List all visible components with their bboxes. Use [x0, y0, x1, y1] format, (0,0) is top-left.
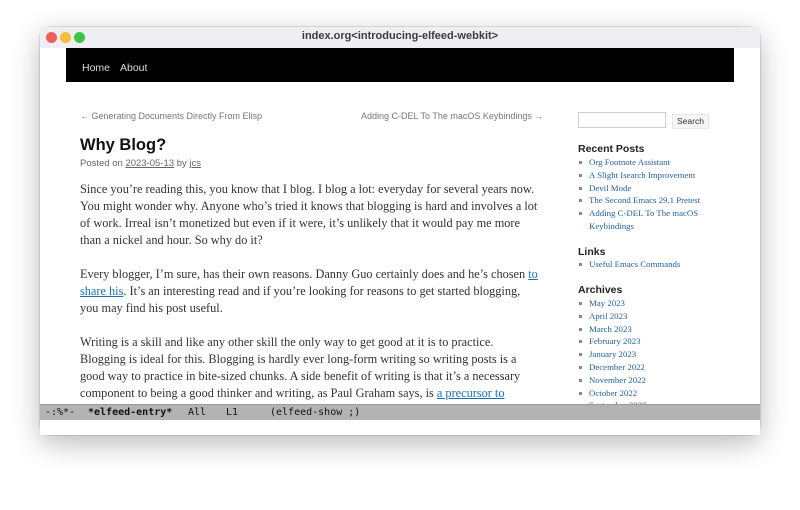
buffer-position: All — [188, 407, 207, 418]
archives-heading: Archives — [578, 284, 623, 296]
archives-list — [578, 297, 719, 412]
paul-graham-link[interactable]: a precursor to — [436, 386, 505, 400]
recent-post-link[interactable]: Devil Mode — [589, 182, 632, 193]
post-paragraph — [80, 334, 540, 402]
major-mode[interactable]: (elfeed-show ;) — [270, 407, 361, 418]
recent-post-link[interactable]: Adding C-DEL To The macOS Keybindings — [589, 208, 699, 231]
nav-home-link[interactable]: Home — [82, 62, 111, 74]
by-label: by — [176, 158, 187, 169]
list-item — [578, 310, 719, 323]
title-bar — [40, 27, 760, 49]
posted-on-label: Posted on — [80, 158, 123, 169]
paragraph-text: . It’s an interesting read and if you’re looking for reasons to get started blogging, you may find his post useful. — [80, 284, 521, 315]
list-item — [578, 156, 719, 169]
emacs-mode-line — [40, 404, 760, 421]
list-item — [578, 387, 719, 400]
nav-about-link[interactable]: About — [120, 62, 148, 74]
post-paragraph: Since you’re reading this, you know that I blog. I blog a lot: everyday for several years now. You might wonder why. Anyone who’s tried it knows that blogging is hard and involves a lot of work. Irreal isn’t monetized but even if it were, it’s unlikely that it would pay me more than a nickel and hour. So why do it? — [80, 182, 538, 247]
list-item — [578, 297, 719, 310]
list-item — [578, 361, 719, 374]
archive-link[interactable]: October 2022 — [589, 387, 638, 398]
buffer-name[interactable]: *elfeed-entry* — [88, 407, 173, 418]
recent-posts-heading: Recent Posts — [578, 143, 645, 155]
archive-link[interactable]: November 2022 — [589, 374, 646, 385]
post-paragraph — [80, 266, 540, 317]
post-meta — [80, 158, 201, 169]
top-navigation — [66, 48, 734, 82]
next-post-link[interactable]: Adding C-DEL To The macOS Keybindings → — [361, 111, 544, 121]
recent-posts-list — [578, 156, 719, 233]
archive-link[interactable]: January 2023 — [589, 349, 637, 360]
author-link[interactable]: jcs — [189, 158, 201, 169]
list-item — [578, 323, 719, 336]
links-heading: Links — [578, 246, 606, 258]
sidebar-link[interactable]: Useful Emacs Commands — [589, 259, 681, 269]
list-item — [578, 374, 719, 387]
line-number: L1 — [226, 407, 239, 418]
search-button[interactable]: Search — [672, 114, 709, 129]
list-item — [578, 207, 701, 233]
window-title: index.org<introducing-elfeed-webkit> — [301, 30, 499, 42]
recent-post-link[interactable]: Org Footnote Assistant — [589, 157, 670, 167]
paragraph-text: Every blogger, I’m sure, has their own reasons. Danny Guo certainly does and he’s chosen — [80, 267, 529, 281]
danny-guo-post-link[interactable]: to share his — [80, 267, 538, 298]
archive-link[interactable]: May 2023 — [589, 298, 625, 308]
list-item — [578, 182, 719, 195]
list-item — [578, 348, 719, 361]
archive-link[interactable]: March 2023 — [589, 323, 632, 334]
webkit-content — [40, 48, 760, 404]
previous-post-link[interactable]: ← Generating Documents Directly From Elisp — [80, 111, 263, 121]
archive-link[interactable]: December 2022 — [589, 361, 645, 372]
list-item — [578, 335, 719, 348]
list-item — [578, 258, 719, 271]
search-input[interactable] — [578, 112, 666, 128]
archive-link[interactable]: February 2023 — [589, 336, 641, 347]
recent-post-link[interactable]: The Second Emacs 29.1 Pretest — [589, 195, 701, 206]
links-list — [578, 258, 719, 271]
recent-post-link[interactable]: A Slight Isearch Improvement — [589, 169, 696, 180]
archive-link[interactable]: April 2023 — [589, 310, 628, 321]
browser-window — [40, 27, 760, 435]
echo-area — [40, 420, 760, 435]
list-item — [578, 169, 719, 182]
list-item — [578, 194, 719, 207]
paragraph-text: Writing is a skill and like any other skill the only way to get good at it is to practice. Blogging is ideal for this. Blogging is hardly ever long-form writing so writing posts is a good way to practice in bite-sized chunks. A side benefit of writing is that it’s a necessary component to being a good thinker and writing, as Paul Graham says, is — [80, 335, 521, 400]
post-title: Why Blog? — [80, 136, 167, 154]
buffer-status: -:%*- — [45, 407, 76, 418]
post-date-link[interactable]: 2023-05-13 — [125, 158, 175, 169]
